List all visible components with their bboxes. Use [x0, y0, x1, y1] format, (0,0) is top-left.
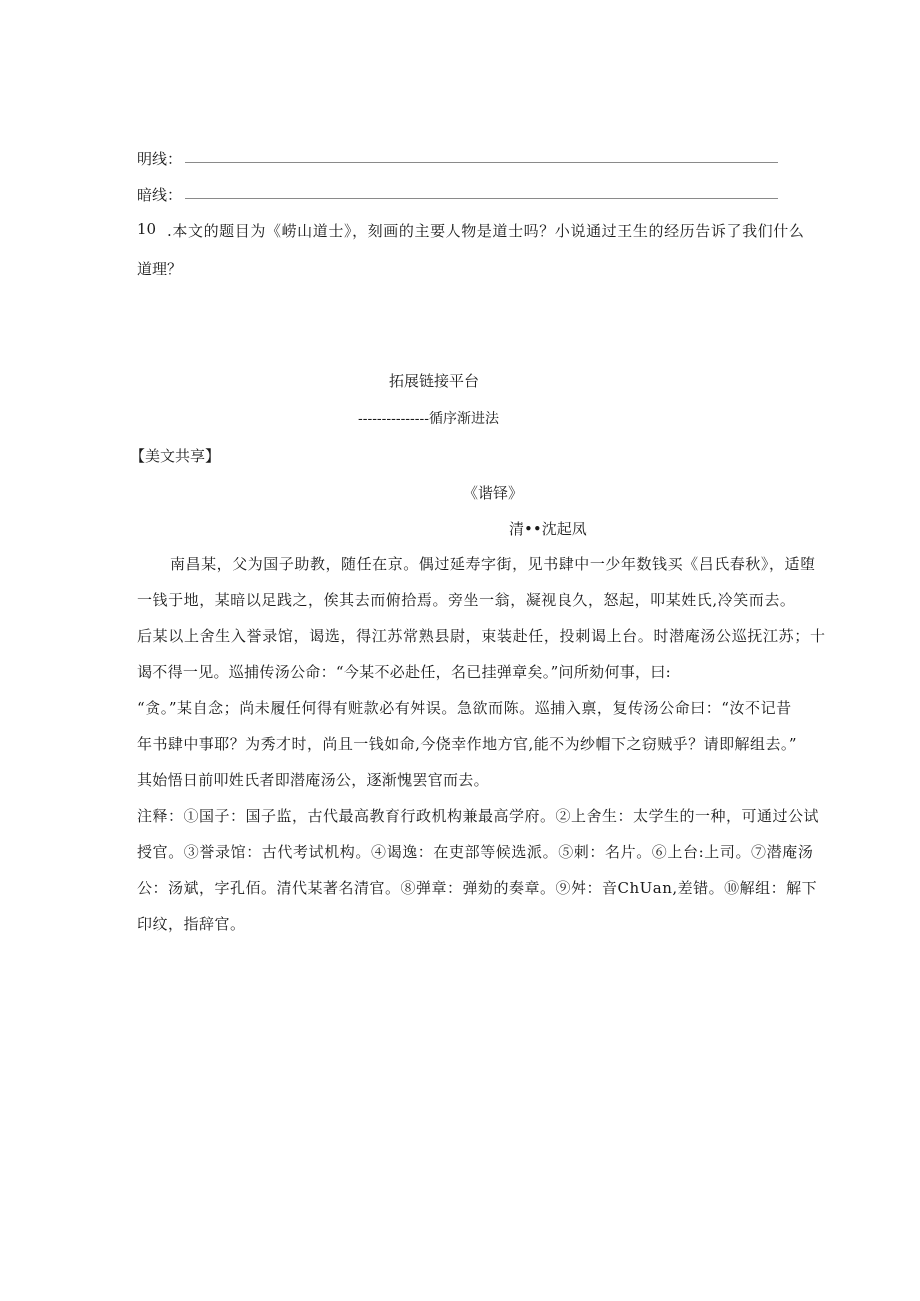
an-answer-line[interactable] [185, 198, 778, 199]
notes-line-3: 公：汤斌，字孔佰。清代某著名清官。⑧弹章：弹劾的奏章。⑨舛：音ChUan,差错。⑩解组：解下 [137, 879, 818, 897]
section-tag: 【美文共享】 [130, 447, 221, 465]
question-number: 10 [137, 220, 157, 238]
article-author: 清••沈起凤 [509, 520, 587, 538]
ming-answer-line[interactable] [185, 162, 778, 163]
question-text-line-1: .本文的题目为《崂山道士》，刻画的主要人物是道士吗？小说通过王生的经历告诉了我们什么 [167, 222, 805, 240]
ming-line-label: 明线： [137, 150, 183, 168]
section-subtitle: ---------------循序渐进法 [358, 411, 499, 427]
notes-line-4: 印纹，指辞官。 [137, 915, 246, 933]
article-title: 《谐铎》 [463, 484, 524, 502]
notes-line-1: 注释：①国子：国子监，古代最高教育行政机构兼最高学府。②上舍生：太学生的一种，可通过公试 [137, 807, 820, 825]
article-line-7: 其始悟日前叩姓氏者即潜庵汤公，逐渐愧罢官而去。 [137, 771, 489, 789]
article-line-3: 后某以上舍生入誉录馆，谒选，得江苏常熟县尉，束装赴任，投刺谒上台。时潜庵汤公巡抚江苏；十 [137, 627, 826, 645]
article-line-6: 年书肆中事耶？为秀才时，尚且一钱如命,今侥幸作地方官,能不为纱帽下之窃贼乎？请即解组去。” [137, 735, 797, 753]
notes-line-2: 授官。③誉录馆：古代考试机构。④谒逸：在吏部等候选派。⑤刺：名片。⑥上台:上司。⑦潜庵汤 [137, 843, 814, 861]
article-line-5: “贪。”某自念；尚未履任何得有赃款必有舛误。急欲而陈。巡捕入禀，复传汤公命曰：“汝不记昔 [137, 699, 792, 717]
section-title: 拓展链接平台 [389, 372, 480, 390]
question-text-line-2: 道理？ [137, 260, 183, 278]
article-line-2: 一钱于地，某暗以足践之，俟其去而俯拾焉。旁坐一翁，凝视良久，怒起，叩某姓氏,冷笑而去。 [137, 591, 796, 609]
article-line-1: 南昌某，父为国子助教，随任在京。偶过延寿字街，见书肆中一少年数钱买《吕氏春秋》，适堕 [170, 555, 816, 573]
an-line-label: 暗线： [137, 186, 183, 204]
article-line-4: 谒不得一见。巡捕传汤公命：“今某不必赴任，名已挂弹章矣。”问所劾何事，曰: [137, 663, 671, 681]
